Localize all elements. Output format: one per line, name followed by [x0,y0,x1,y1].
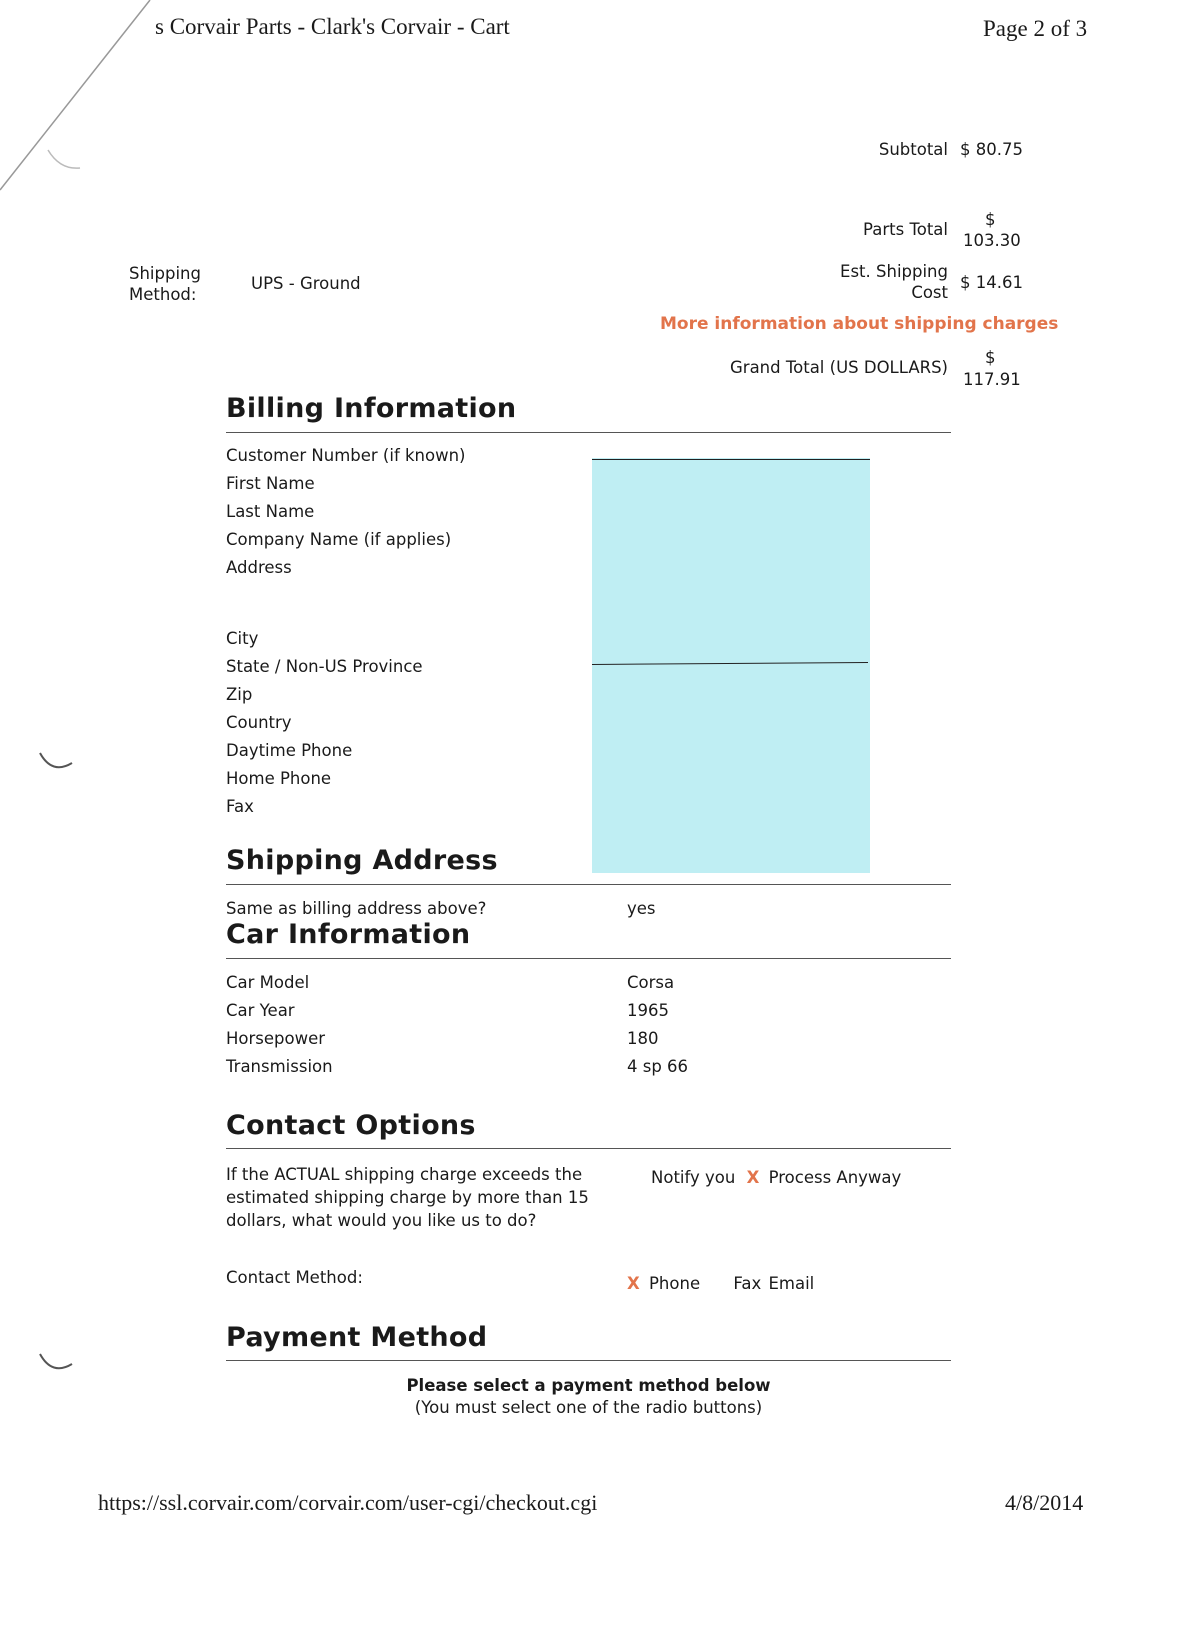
transmission-label: Transmission [226,1057,333,1076]
grand-total-currency: $ [985,348,996,367]
subtotal-label: Subtotal [878,140,948,159]
shipping-info-link[interactable]: More information about shipping charges [660,314,1059,334]
contact-method-label: Contact Method: [226,1268,363,1287]
billing-section-title: Billing Information [226,393,517,424]
field-home-phone: Home Phone [226,769,332,788]
field-customer-number: Customer Number (if known) [226,446,466,465]
shipping-method-label: Shipping Method: [129,264,201,304]
option-notify[interactable]: Notify you [651,1168,736,1187]
same-as-billing-value: yes [627,899,656,918]
selected-mark-icon: X [746,1168,760,1187]
shipping-method-value: UPS - Ground [251,274,361,293]
shipping-cost-value: $ 14.61 [960,273,1023,292]
method-phone[interactable]: Phone [648,1274,701,1293]
overage-options [651,1168,901,1187]
page-number: Page 2 of 3 [983,16,1088,41]
field-last-name: Last Name [226,502,315,521]
method-email[interactable]: Email [768,1274,815,1293]
grand-total-value: 117.91 [963,370,1021,389]
section-divider [226,1148,951,1149]
contact-method-options [627,1274,814,1293]
page-fold-mark [0,0,160,200]
section-divider [226,884,951,885]
contact-section-title: Contact Options [226,1110,476,1141]
field-city: City [226,629,259,648]
subtotal-value: $ 80.75 [960,140,1023,159]
field-fax: Fax [226,797,254,816]
selected-mark-icon: X [627,1274,640,1293]
binder-hole-mark [30,1348,74,1378]
parts-total-value: 103.30 [963,231,1021,250]
field-first-name: First Name [226,474,315,493]
shipping-cost-label: Est. Shipping Cost [840,262,948,302]
parts-total-currency: $ [985,210,996,229]
field-state: State / Non-US Province [226,657,423,676]
field-daytime-phone: Daytime Phone [226,741,353,760]
document-title: s Corvair Parts - Clark's Corvair - Cart [155,14,510,39]
option-process-anyway[interactable]: Process Anyway [768,1168,902,1187]
car-year-label: Car Year [226,1001,295,1020]
shipping-address-section-title: Shipping Address [226,845,498,876]
print-date: 4/8/2014 [1005,1490,1084,1515]
shipping-overage-question: If the ACTUAL shipping charge exceeds the estimated shipping charge by more than 15 dollars, what would you like us to do? [226,1165,589,1230]
same-as-billing-label: Same as billing address above? [226,899,487,918]
section-divider [226,1360,951,1361]
grand-total-label: Grand Total (US DOLLARS) [730,358,948,377]
horsepower-value: 180 [627,1029,659,1048]
redaction-edge [592,459,870,460]
parts-total-label: Parts Total [863,220,948,239]
car-model-value: Corsa [627,973,675,992]
car-section-title: Car Information [226,919,471,950]
horsepower-label: Horsepower [226,1029,326,1048]
method-fax[interactable]: Fax [733,1274,762,1293]
payment-section-title: Payment Method [226,1322,488,1353]
section-divider [226,958,951,959]
binder-hole-mark [30,745,74,775]
field-country: Country [226,713,292,732]
transmission-value: 4 sp 66 [627,1057,689,1076]
field-zip: Zip [226,685,253,704]
section-divider [226,432,951,433]
payment-instructions: Please select a payment method below (You must select one of the radio buttons) [406,1376,771,1417]
redaction-note [592,458,870,873]
page-url: https://ssl.corvair.com/corvair.com/user-cgi/checkout.cgi [98,1490,598,1515]
car-model-label: Car Model [226,973,310,992]
field-address: Address [226,558,292,577]
field-company-name: Company Name (if applies) [226,530,452,549]
car-year-value: 1965 [627,1001,669,1020]
